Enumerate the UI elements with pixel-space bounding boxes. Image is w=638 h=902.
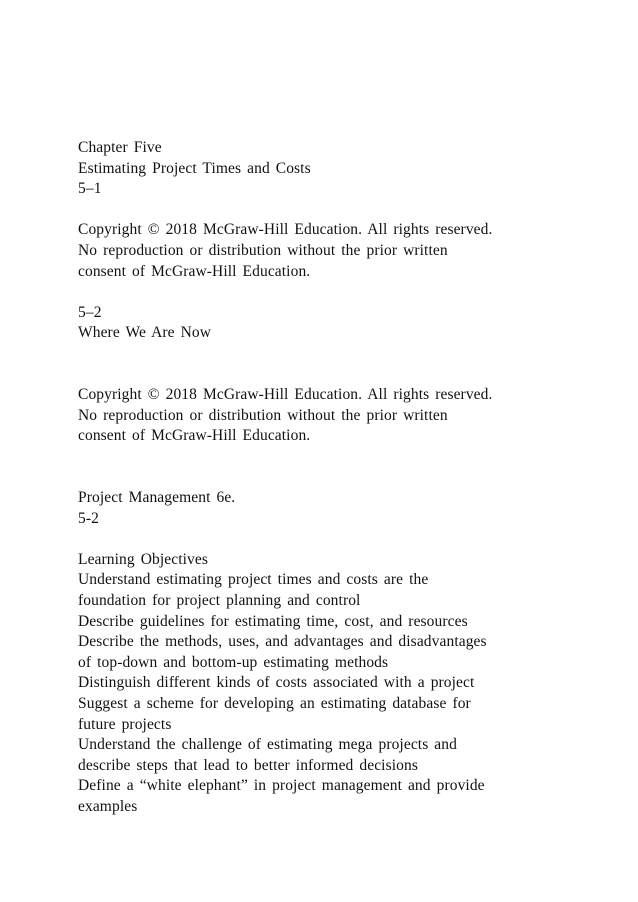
document-text [78,138,618,818]
text-line: Describe the methods, uses, and advantages and disadvantages [78,633,487,651]
text-line: Copyright © 2018 McGraw-Hill Education. All rights reserved. [78,221,493,239]
blank-line [78,282,618,303]
text-line: Understand the challenge of estimating mega projects and [78,736,457,754]
text-line: Project Management 6e. [78,489,236,507]
text-line: future projects [78,715,172,733]
text-line: consent of McGraw-Hill Education. [78,262,311,280]
blank-line [78,344,618,365]
text-line: Distinguish different kinds of costs associated with a project [78,674,475,692]
text-line: Define a “white elephant” in project management and provide [78,777,485,795]
text-line: Where We Are Now [78,324,212,342]
text-line: 5–1 [78,180,102,198]
text-line: Chapter Five [78,139,162,156]
text-line: 5–2 [78,303,102,321]
text-line: 5-2 [78,509,99,527]
text-line: No reproduction or distribution without the prior written [78,241,448,259]
text-line: Describe guidelines for estimating time, cost, and resources [78,612,468,630]
text-line: Copyright © 2018 McGraw-Hill Education. All rights reserved. [78,386,493,404]
text-line: Learning Objectives [78,550,209,568]
blank-line [78,365,618,386]
text-line: describe steps that lead to better informed decisions [78,756,418,774]
text-line: No reproduction or distribution without the prior written [78,406,448,424]
text-line: of top-down and bottom-up estimating methods [78,653,389,671]
text-line: Understand estimating project times and costs are the [78,571,429,589]
blank-line [78,468,618,489]
text-line: Suggest a scheme for developing an estimating database for [78,695,471,713]
blank-line [78,529,618,550]
text-line: consent of McGraw-Hill Education. [78,427,311,445]
text-line: Estimating Project Times and Costs [78,159,311,177]
blank-line [78,447,618,468]
blank-line [78,200,618,221]
text-line: foundation for project planning and control [78,592,361,610]
text-line: examples [78,798,138,815]
